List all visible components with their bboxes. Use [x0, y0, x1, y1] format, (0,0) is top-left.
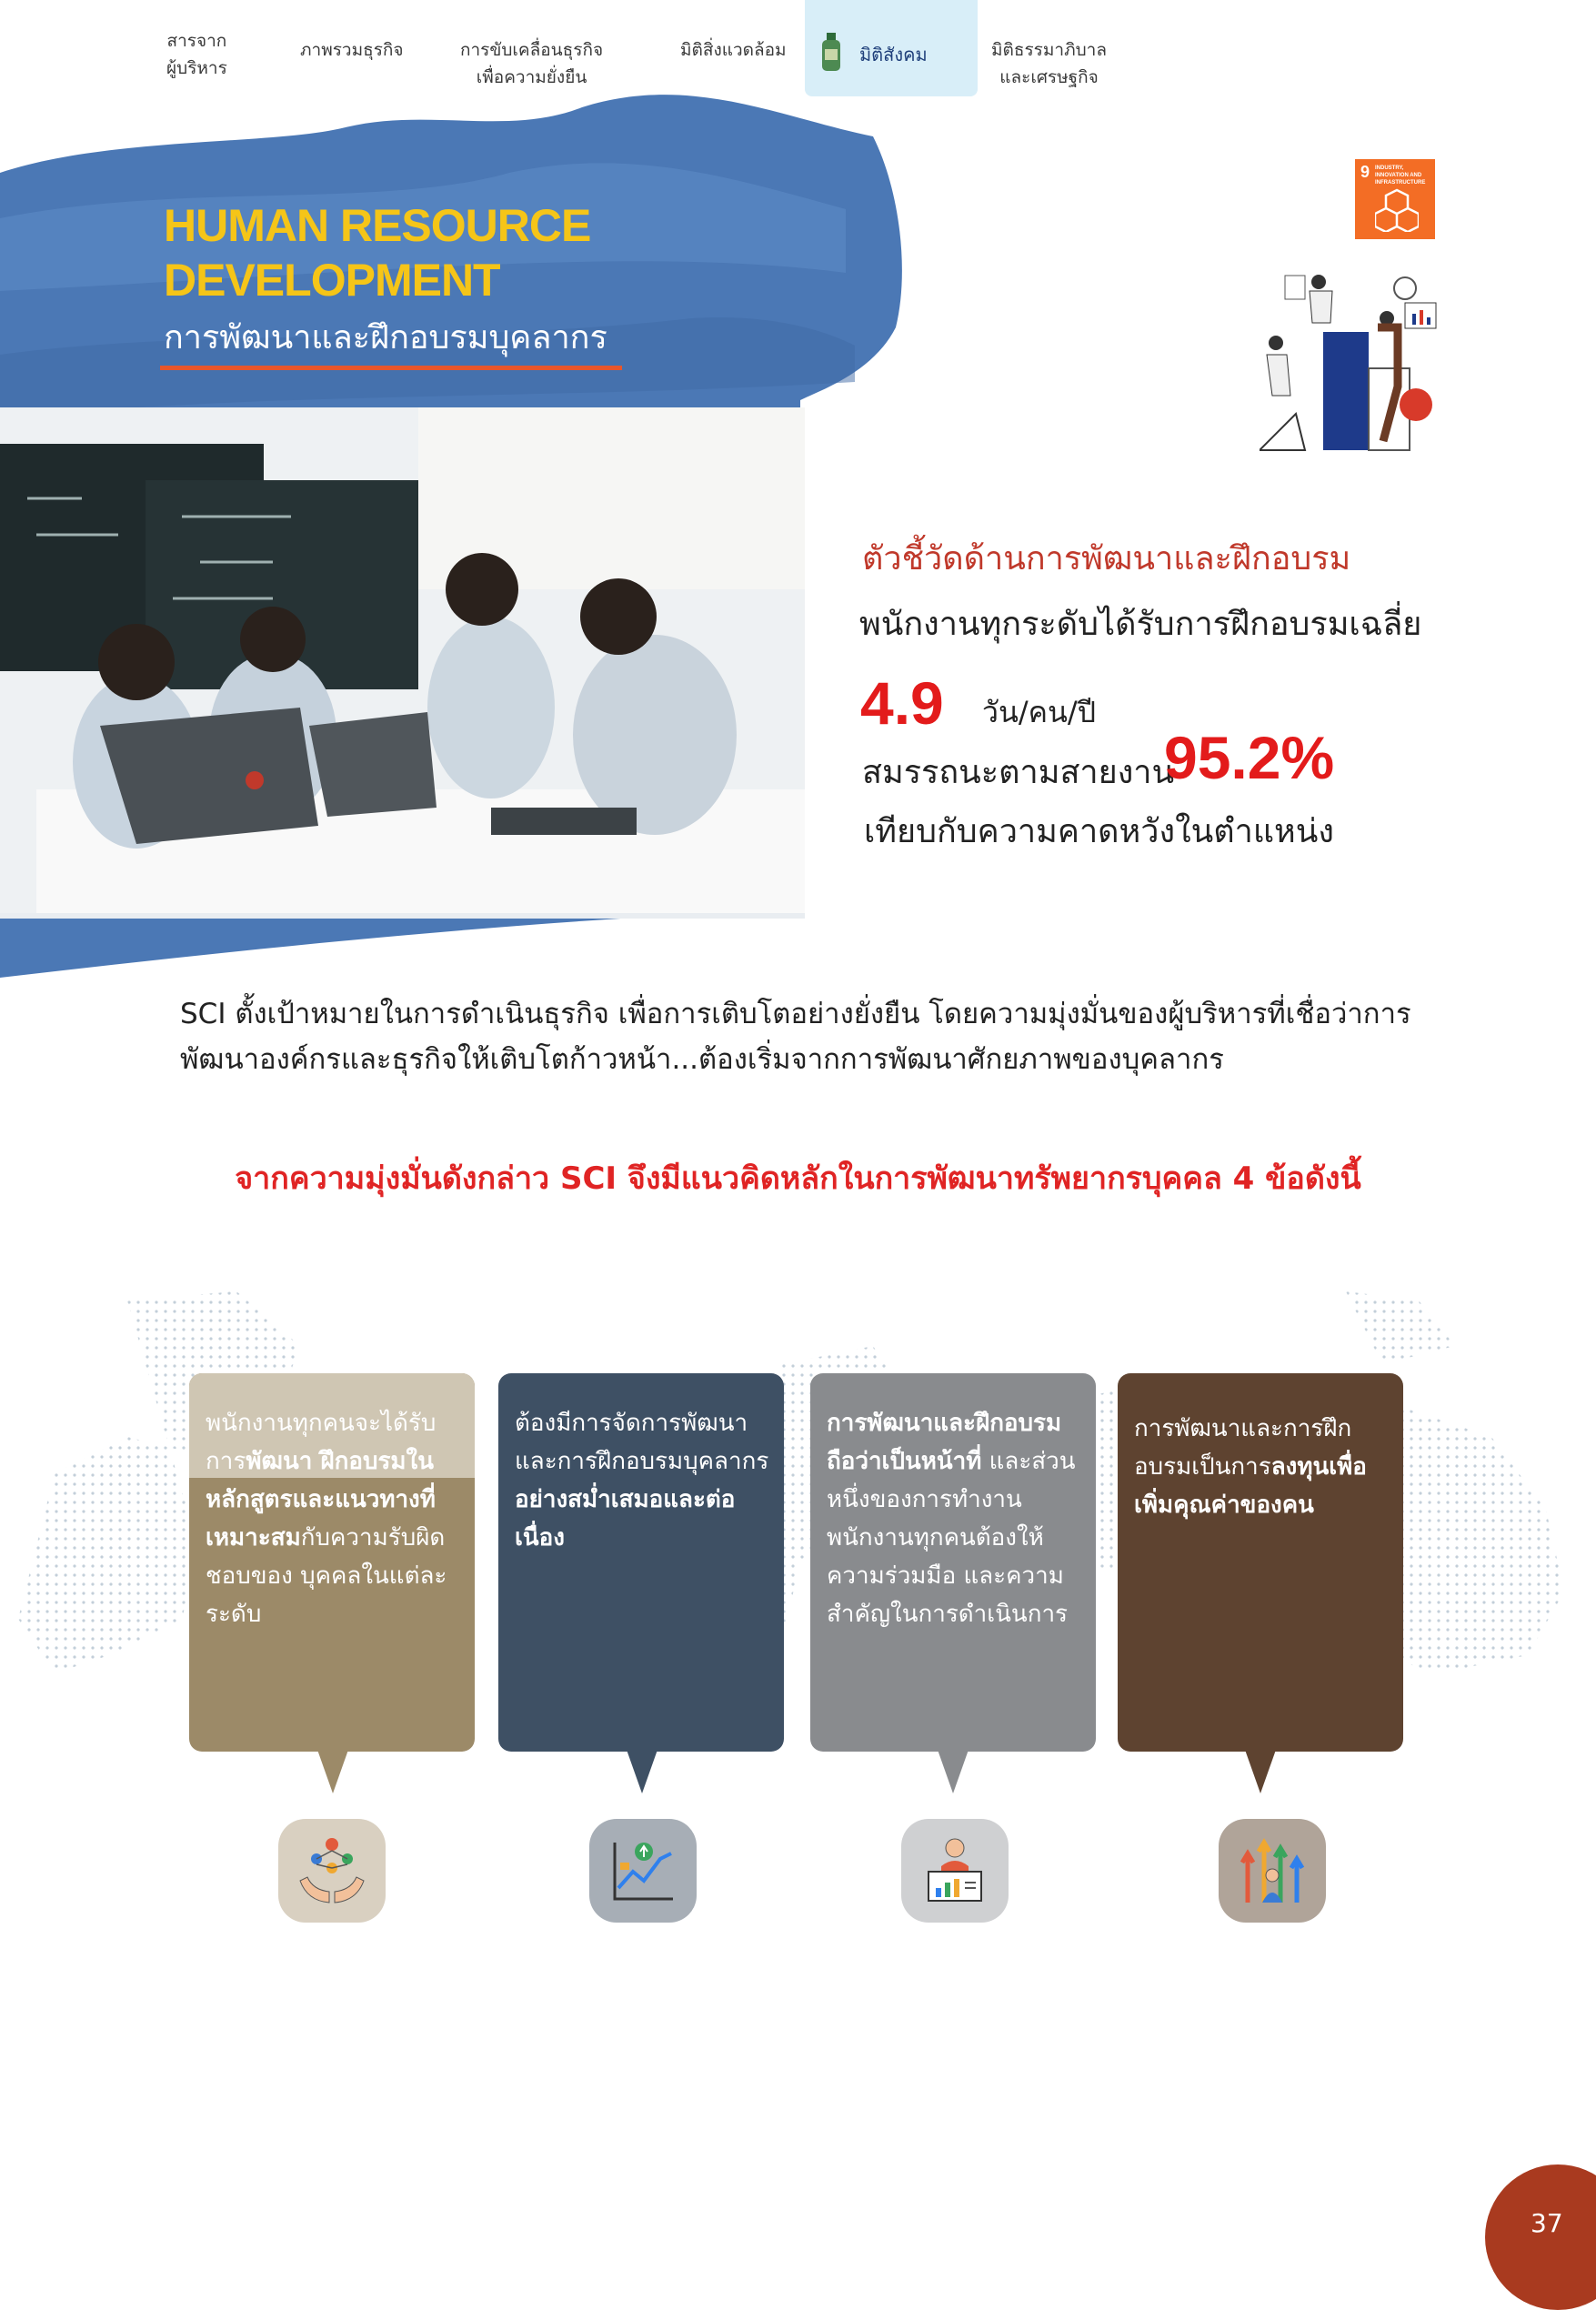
card-text-part: ต้องมีการจัดการพัฒนาและการฝึกอบรมบุคลากร [515, 1410, 769, 1475]
nav-label: มิติธรรมาภิบาล [991, 40, 1107, 60]
training-days-value: 4.9 [860, 669, 944, 737]
intro-line: พัฒนาองค์กรและธุรกิจให้เติบโตก้าวหน้า...ต้องเริ่มจากการพัฒนาศักยภาพของบุคลากร [180, 1043, 1224, 1076]
card-pointer [938, 1750, 969, 1793]
growth-chart-icon-box [589, 1819, 697, 1923]
card-text [515, 1404, 774, 1557]
nav-label: และเศรษฐกิจ [999, 67, 1099, 87]
cubes-icon [1375, 186, 1419, 232]
metrics-avg-training: พนักงานทุกระดับได้รับการฝึกอบรมเฉลี่ย [859, 606, 1422, 643]
competency-note: เทียบกับความคาดหวังในตำแหน่ง [864, 813, 1334, 850]
intro-paragraph [180, 991, 1453, 1082]
metrics-heading: ตัวชี้วัดด้านการพัฒนาและฝึกอบรม [862, 540, 1351, 578]
presenter-icon [919, 1835, 990, 1906]
principle-card-2 [498, 1373, 784, 1752]
team-illustration [1260, 268, 1441, 459]
card-text-part: การพัฒนาและการฝึกอบรมเป็นการ [1134, 1415, 1352, 1481]
arrows-growth-icon [1237, 1835, 1308, 1906]
principle-card-4 [1118, 1373, 1403, 1752]
card-text-bold: พัฒนา ฝึกอบรมในหลักสูตรและแนวทางที่เหมาะสม [206, 1448, 436, 1552]
card-pointer [627, 1750, 657, 1793]
hero-title-th: การพัฒนาและฝึกอบรมบุคลากร [164, 319, 607, 357]
nav-label: การขับเคลื่อนธุรกิจ [460, 40, 604, 60]
nav-label: สารจาก [166, 31, 227, 51]
principle-card-1 [189, 1373, 475, 1752]
sdg-number: 9 [1360, 163, 1370, 181]
competency-value: 95.2% [1164, 724, 1335, 791]
card-pointer [317, 1750, 348, 1793]
nav-label: มิติสังคม [859, 44, 928, 65]
card-text-part: กับความรับผิดชอบของ บุคคลในแต่ละระดับ [206, 1524, 447, 1628]
page-number [1485, 2164, 1596, 2310]
card-pointer [1245, 1750, 1276, 1793]
card-text-bold: ลงทุนเพื่อเพิ่มคุณค่าของคน [1134, 1453, 1367, 1519]
nav-label: มิติสิ่งแวดล้อม [680, 40, 787, 60]
competency-label: สมรรถนะตามสายงาน [862, 754, 1175, 791]
card-text-bold: การพัฒนาและฝึกอบรมถือว่าเป็นหน้าที่ [827, 1410, 1062, 1475]
card-text [206, 1404, 465, 1633]
card-text-bold: อย่างสม่ำเสมอและต่อเนื่อง [515, 1486, 736, 1552]
training-photo [0, 407, 805, 913]
arrows-growth-icon-box [1219, 1819, 1326, 1923]
card-text [1134, 1410, 1393, 1524]
card-text-part: พนักงานทุกคนจะได้รับการ [206, 1410, 437, 1475]
hero-title-line: DEVELOPMENT [164, 255, 500, 306]
intro-line: SCI ตั้งเป้าหมายในการดำเนินธุรกิจ เพื่อการเติบโตอย่างยั่งยืน โดยความมุ่งมั่นของผู้บริหารที่เชื่อว่าการ [180, 998, 1411, 1030]
principle-card-3 [810, 1373, 1096, 1752]
nav-label: ผู้บริหาร [166, 58, 227, 78]
presenter-icon-box [901, 1819, 1009, 1923]
training-days-unit: วัน/คน/ปี [982, 695, 1096, 729]
card-text [827, 1404, 1086, 1633]
nav-label: เพื่อความยั่งยืน [476, 67, 587, 87]
card-text-part: และส่วนหนึ่งของการทำงาน พนักงานทุกคนต้องให้ความร่วมมือ และความสำคัญในการดำเนินการ [827, 1448, 1076, 1628]
sdg-9-badge [1355, 159, 1435, 239]
title-underline [160, 366, 622, 370]
hero-title-line: HUMAN RESOURCE [164, 200, 591, 251]
growth-chart-icon [607, 1835, 678, 1906]
principles-heading: จากความมุ่งมั่นดังกล่าว SCI จึงมีแนวคิดหลักในการพัฒนาทรัพยากรบุคคล 4 ข้อดังนี้ [235, 1160, 1361, 1197]
hero-title-en [164, 198, 590, 307]
people-care-icon-box [278, 1819, 386, 1923]
sdg-text: INDUSTRY, INNOVATION AND INFRASTRUCTURE [1375, 166, 1426, 186]
people-care-icon [296, 1835, 367, 1906]
nav-label: ภาพรวมธุรกิจ [300, 40, 404, 60]
page-number-text: 37 [1531, 2208, 1563, 2238]
